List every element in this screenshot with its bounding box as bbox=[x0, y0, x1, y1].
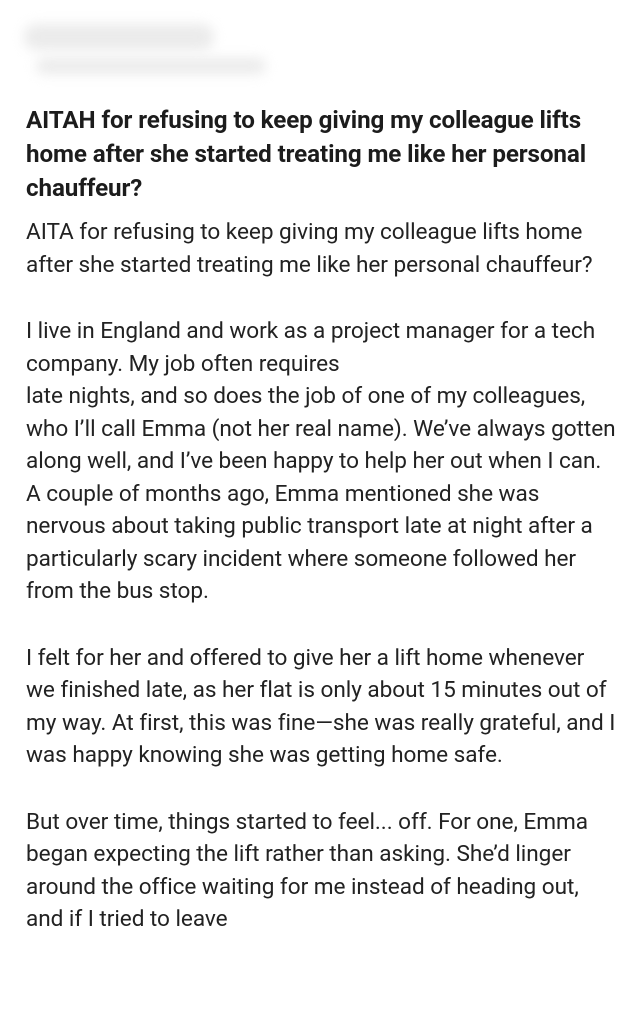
post bbox=[26, 103, 616, 970]
post-title: AITAH for refusing to keep giving my colleague lifts home after she started treating me like her personal chauffeur? bbox=[26, 106, 587, 202]
post-paragraph: AITA for refusing to keep giving my colleague lifts home after she started treating me like her personal chauffeur? bbox=[26, 218, 593, 278]
blurred-meta bbox=[36, 58, 266, 74]
blurred-username bbox=[24, 24, 214, 50]
blurred-header bbox=[0, 0, 643, 95]
post-paragraph: But over time, things started to feel... off. For one, Emma began expecting the lift rather than asking. She’d linger around the office waiting for me instead of heading out, and if I tried to leave bbox=[26, 807, 588, 932]
post-paragraph: I felt for her and offered to give her a lift home whenever we finished late, as her flat is only about 15 minutes out of my way. At first, this was fine—she was really grateful, and I was happy knowing she was getting home safe. bbox=[26, 643, 616, 768]
post-body bbox=[26, 216, 616, 936]
post-paragraph: I live in England and work as a project manager for a tech company. My job often requires late nights, and so does the job of one of my colleagues, who I’ll call Emma (not her real name). We’ve always gotten along well, and I’ve been happy to help her out when I can. A couple of months ago, Emma mentioned she was nervous about taking public transport late at night after a particularly scary incident where someone followed her from the bus stop. bbox=[26, 317, 616, 604]
